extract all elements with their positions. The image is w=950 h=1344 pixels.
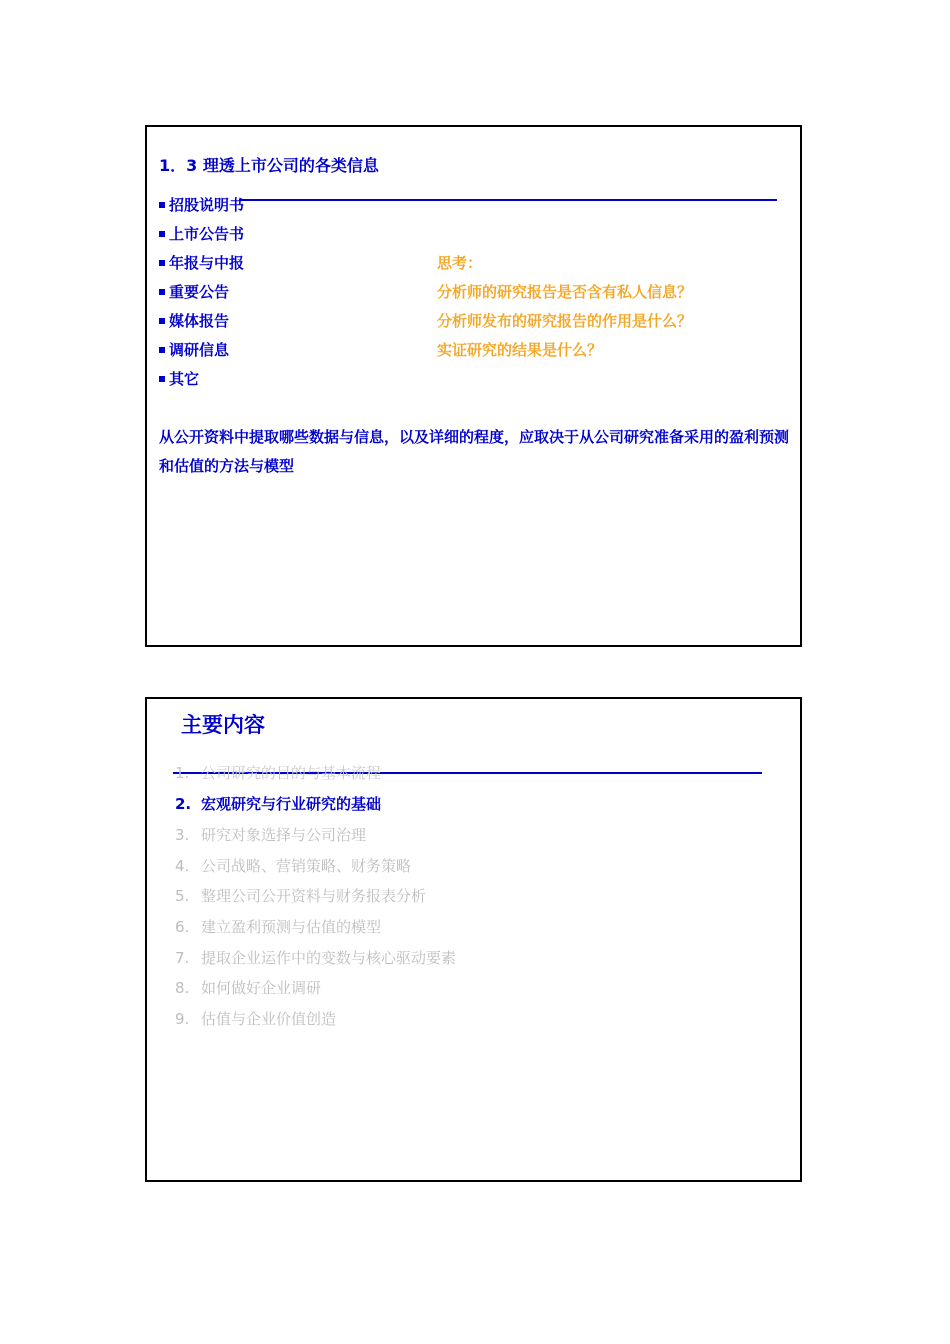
list-item-label: 调研信息	[169, 341, 230, 359]
list-item-label: 媒体报告	[169, 312, 230, 330]
agenda-label: 估值与企业价值创造	[201, 1010, 337, 1028]
agenda-item	[175, 885, 426, 906]
square-bullet-icon	[159, 289, 165, 295]
slide-company-info	[145, 125, 802, 647]
agenda-item	[175, 762, 381, 783]
slide-main-contents	[145, 697, 802, 1182]
square-bullet-icon	[159, 260, 165, 266]
agenda-number: 7.	[175, 949, 190, 967]
list-item-label: 重要公告	[169, 283, 230, 301]
list-item-label: 年报与中报	[169, 254, 245, 272]
agenda-label: 如何做好企业调研	[201, 979, 322, 997]
agenda-number: 5.	[175, 887, 190, 905]
list-item-label: 上市公告书	[169, 225, 245, 243]
agenda-number: 2.	[175, 795, 192, 813]
agenda-item	[175, 977, 321, 998]
agenda-label: 整理公司公开资料与财务报表分析	[201, 887, 427, 905]
agenda-number: 1.	[175, 764, 190, 782]
think-heading: 思考：	[437, 254, 483, 272]
list-item	[159, 339, 229, 360]
agenda-item	[175, 855, 411, 876]
agenda-label: 宏观研究与行业研究的基础	[201, 795, 382, 813]
list-item	[159, 368, 199, 389]
square-bullet-icon	[159, 347, 165, 353]
agenda-label: 公司战略、营销策略、财务策略	[201, 857, 412, 875]
agenda-number: 8.	[175, 979, 190, 997]
agenda-label: 建立盈利预测与估值的模型	[201, 918, 382, 936]
agenda-label: 研究对象选择与公司治理	[201, 826, 367, 844]
agenda-number: 4.	[175, 857, 190, 875]
title-underline	[239, 199, 777, 201]
square-bullet-icon	[159, 376, 165, 382]
agenda-item	[175, 1008, 336, 1029]
agenda-number: 9.	[175, 1010, 190, 1028]
square-bullet-icon	[159, 318, 165, 324]
agenda-number: 6.	[175, 918, 190, 936]
list-item	[159, 281, 229, 302]
agenda-label: 公司研究的目的与基本流程	[201, 764, 382, 782]
agenda-item	[175, 916, 381, 937]
think-question: 分析师的研究报告是否含有私人信息？	[437, 283, 693, 301]
square-bullet-icon	[159, 202, 165, 208]
list-item	[159, 252, 244, 273]
think-question: 实证研究的结果是什么？	[437, 341, 603, 359]
slide-title: 1．3 理透上市公司的各类信息	[159, 156, 379, 175]
square-bullet-icon	[159, 231, 165, 237]
list-item	[159, 194, 244, 215]
agenda-item	[175, 824, 366, 845]
agenda-label: 提取企业运作中的变数与核心驱动要素	[201, 949, 457, 967]
agenda-number: 3.	[175, 826, 190, 844]
agenda-item-active	[175, 793, 381, 814]
list-item-label: 其它	[169, 370, 200, 388]
list-item	[159, 310, 229, 331]
list-item	[159, 223, 244, 244]
list-item-label: 招股说明书	[169, 196, 245, 214]
think-question: 分析师发布的研究报告的作用是什么？	[437, 312, 693, 330]
agenda-item	[175, 947, 456, 968]
conclusion-paragraph: 从公开资料中提取哪些数据与信息，以及详细的程度，应取决于从公司研究准备采用的盈利预测和估值的方法与模型	[159, 428, 790, 475]
slide-title: 主要内容	[181, 713, 265, 737]
